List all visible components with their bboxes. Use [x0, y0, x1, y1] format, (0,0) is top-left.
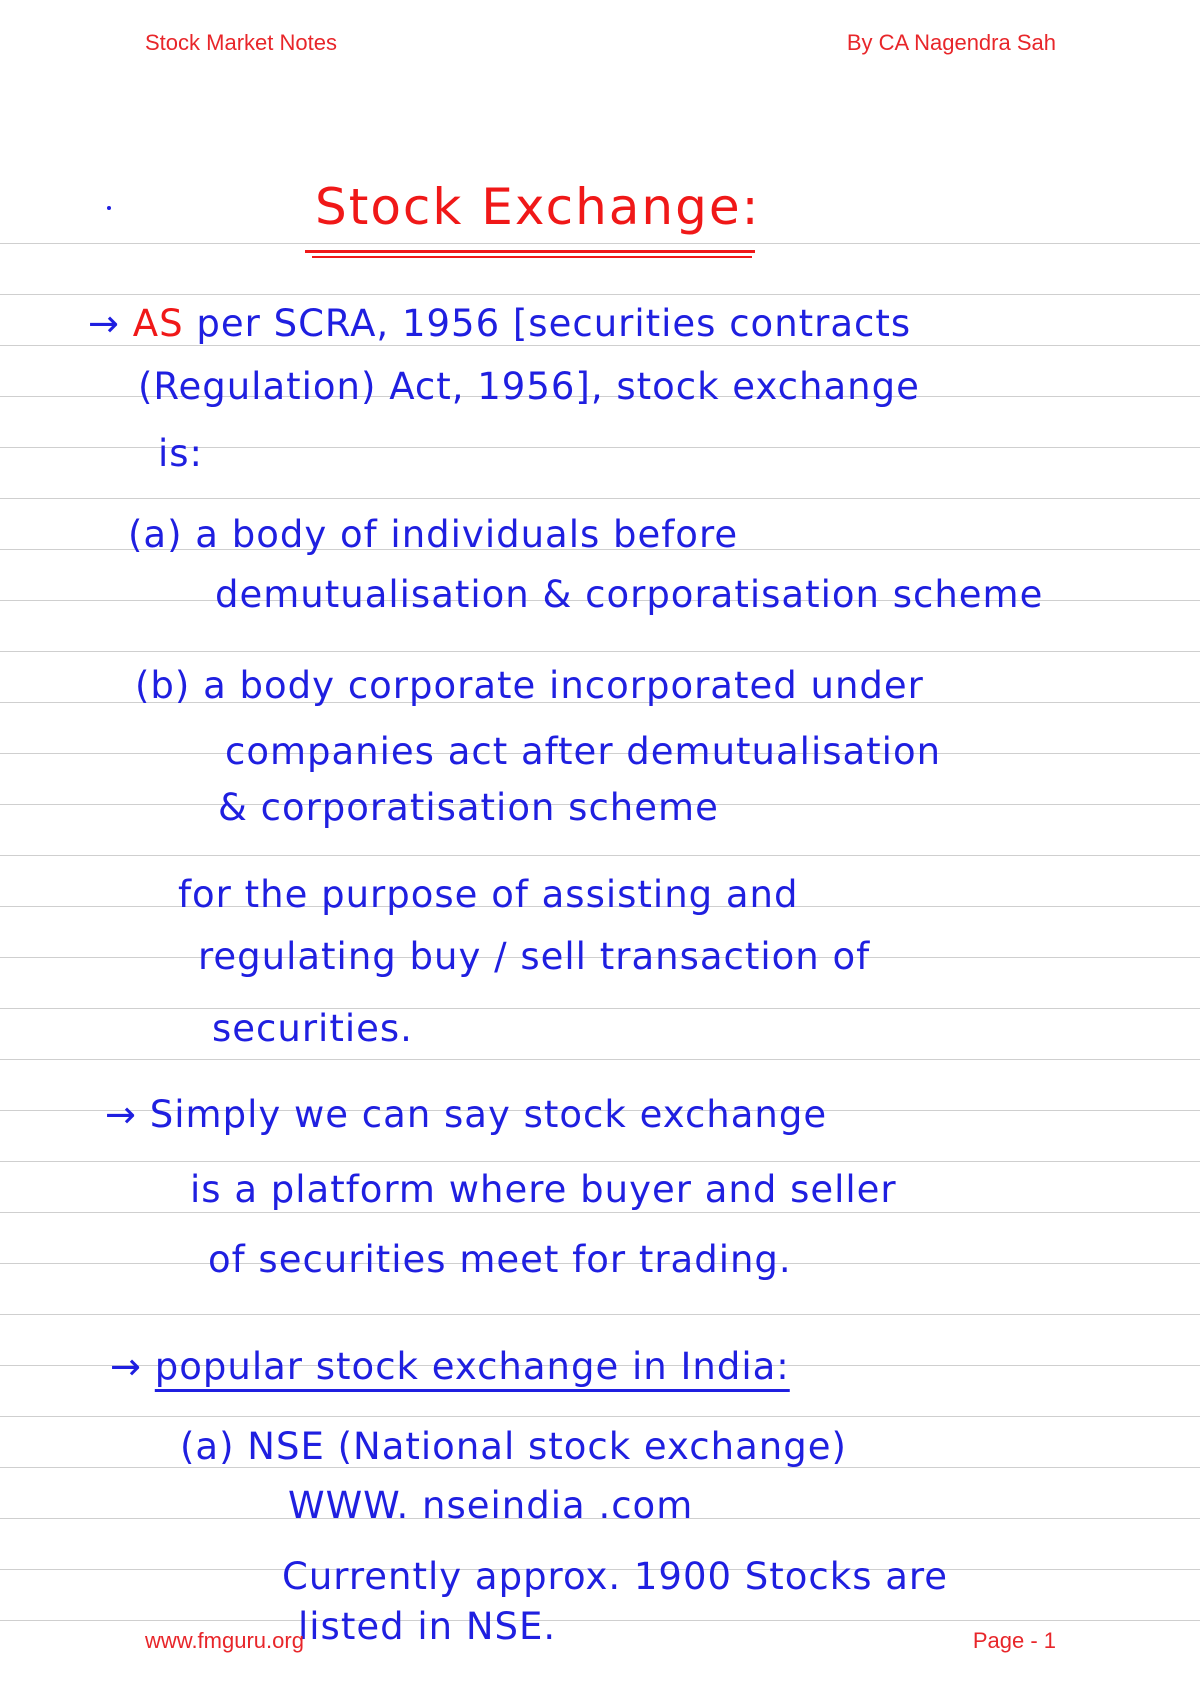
nse-website: WWW. nseindia .com	[288, 1484, 694, 1527]
header-title: Stock Market Notes	[145, 30, 337, 55]
nse-line-4: listed in NSE.	[298, 1605, 557, 1648]
item-b-line-2: companies act after demutualisation	[225, 730, 942, 773]
simply-text-1: Simply we can say stock exchange	[149, 1093, 828, 1136]
intro-text-1: per SCRA, 1956 [securities contracts	[196, 302, 912, 345]
arrow-icon: →	[110, 1345, 143, 1388]
intro-line-2: (Regulation) Act, 1956], stock exchange	[138, 365, 920, 408]
margin-dot	[107, 206, 111, 210]
footer-website: www.fmguru.org	[145, 1628, 304, 1653]
header-author: By CA Nagendra Sah	[846, 30, 1056, 55]
intro-line-3: is:	[158, 432, 204, 475]
popular-heading-line	[110, 1345, 790, 1388]
nse-line-3: Currently approx. 1900 Stocks are	[282, 1555, 949, 1598]
item-b-line-1: (b) a body corporate incorporated under	[135, 664, 924, 707]
arrow-icon: →	[88, 302, 121, 345]
purpose-line-1: for the purpose of assisting and	[178, 873, 799, 916]
footer-page-number: Page - 1	[972, 1628, 1056, 1653]
purpose-line-3: securities.	[212, 1007, 413, 1050]
popular-heading: popular stock exchange in India:	[154, 1345, 790, 1388]
title-underline-second	[312, 256, 752, 258]
simply-line-2: is a platform where buyer and seller	[190, 1168, 897, 1211]
page-title: Stock Exchange:	[315, 178, 761, 236]
intro-line-1	[88, 302, 911, 345]
simply-line-3: of securities meet for trading.	[208, 1238, 792, 1281]
nse-line-1: (a) NSE (National stock exchange)	[180, 1425, 847, 1468]
item-b-line-3: & corporatisation scheme	[218, 786, 719, 829]
purpose-line-2: regulating buy / sell transaction of	[198, 935, 871, 978]
item-a-line-2: demutualisation & corporatisation scheme	[215, 573, 1044, 616]
simply-line-1	[105, 1093, 827, 1136]
title-underline	[305, 250, 755, 253]
arrow-icon: →	[105, 1093, 138, 1136]
item-a-line-1: (a) a body of individuals before	[128, 513, 739, 556]
intro-as-label: AS	[132, 302, 184, 345]
